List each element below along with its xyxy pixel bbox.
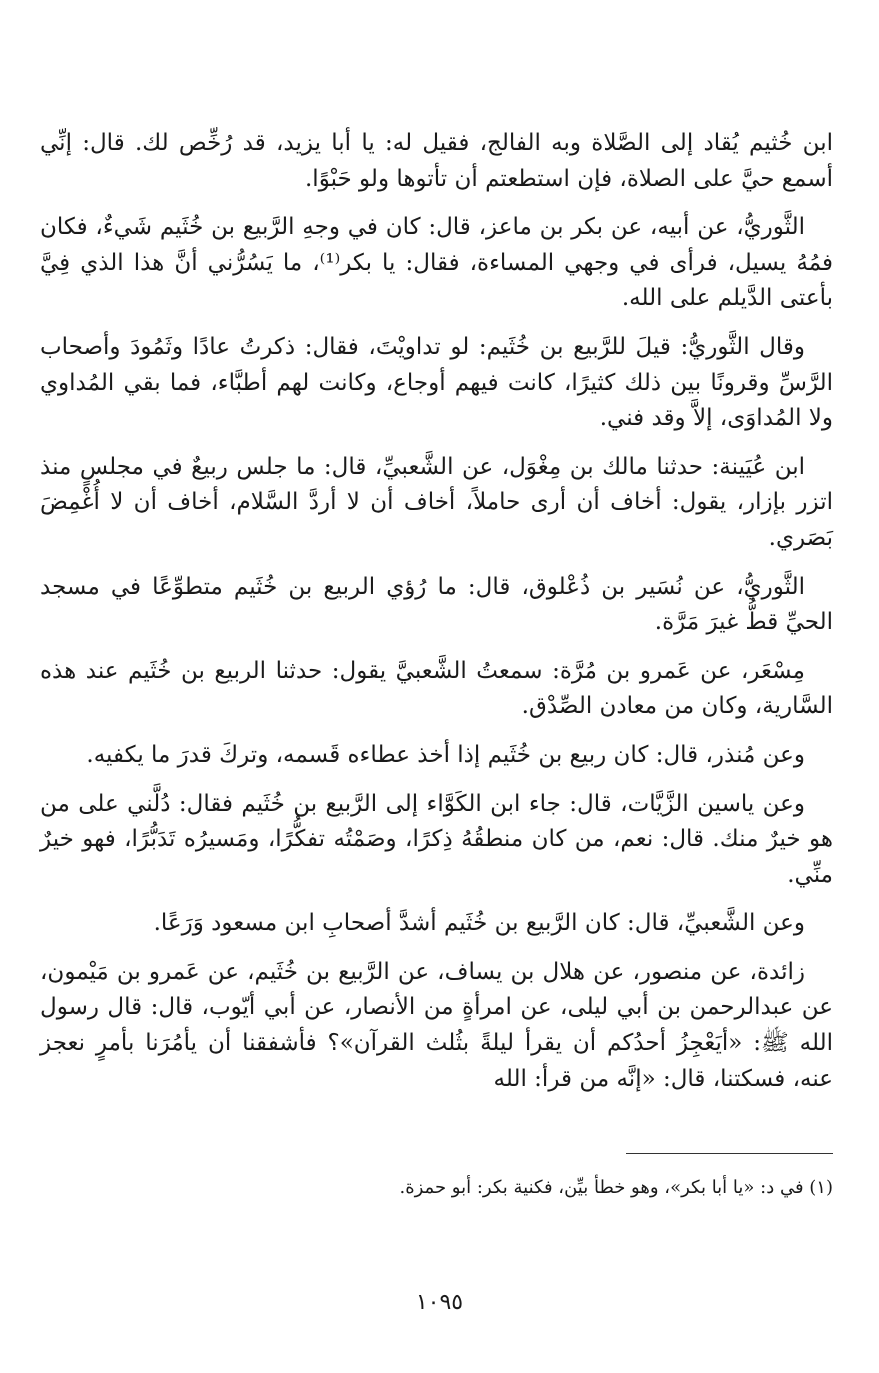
paragraph-3: وقال الثَّوريُّ: قيلَ للرَّبيع بن خُثَيم: لو تداويْتَ، فقال: ذكرتُ عادًا وثَمُودَ وأصحاب الرَّسِّ وقرونًا بين ذلك كثيرًا، كانت فيهم أوجاع، وكانت لهم أطبَّاء، فما بقي المُداوي ولا المُداوَى، إلاَّ وقد فني. — [40, 333, 833, 432]
paragraph-8: وعن ياسين الزَّيَّات، قال: جاء ابن الكَوَّاء إلى الرَّبيع بن خُثَيم فقال: دُلَّني على من هو خيرٌ منك. قال: نعم، من كان منطقُهُ ذِكرًا، وصَمْتُه تفكُّرًا، ومَسيرُه تَدَبُّرًا، فهو خيرٌ منِّي. — [40, 790, 833, 888]
paragraph-9: وعن الشَّعبيِّ، قال: كان الرَّبيع بن خُثَيم أشدَّ أصحابِ ابن مسعود وَرَعًا. — [153, 910, 805, 937]
page-number: ١٠٩٥ — [415, 1290, 464, 1315]
paragraph-7: وعن مُنذر، قال: كان ربيع بن خُثَيم إذا أخذ عطاءه قَسمه، وتركَ قدرَ ما يكفيه. — [86, 741, 805, 768]
paragraph-1: ابن خُثيم يُقاد إلى الصَّلاة وبه الفالج، فقيل له: يا أبا يزيد، قد رُخِّص لك. قال: إنِّي أسمع حيَّ على الصلاة، فإن استطعتم أن تأتوها ولو حَبْوًا. — [40, 130, 833, 192]
paragraph-10: زائدة، عن منصور، عن هلال بن يساف، عن الرَّبيع بن خُثَيم، عن عَمرو بن مَيْمون، عن عبدالرحمن بن أبي ليلى، عن امرأةٍ من الأنصار، عن أبي أيّوب، قال: قال رسول الله ﷺ: «أيَعْجِزُ أحدُكم أن يقرأ ليلةً بثُلث القرآن»؟ فأشفقنا أن يأمُرَنا بأمرٍ نعجز عنه، فسكتنا، قال: «إنَّه من قرأ: الله — [40, 958, 833, 1092]
body-text — [40, 126, 833, 1110]
paragraph-6: مِسْعَر، عن عَمرو بن مُرَّة: سمعتُ الشَّعبيَّ يقول: حدثنا الربيع بن خُثَيم عند هذه السَّارية، وكان من معادن الصِّدْق. — [40, 657, 833, 720]
paragraph-2: الثَّوريُّ، عن أبيه، عن بكر بن ماعز، قال: كان في وجهِ الرَّبيع بن خُثَيم شَيءٌ، فكان فمُهُ يسيل، فرأى في وجهي المساءة، فقال: يا بكر⁽¹⁾، ما يَسُرُّني أنَّ هذا الذي فِيَّ بأعتى الدَّيلم على الله. — [40, 214, 833, 312]
footnote: (١) في د: «يا أبا بكر»، وهو خطأ بيِّن، فكنية بكر: أبو حمزة. — [399, 1177, 833, 1198]
footnote-divider — [626, 1153, 833, 1154]
paragraph-4: ابن عُيَينة: حدثنا مالك بن مِغْوَل، عن الشَّعبيِّ، قال: ما جلس ربيعٌ في مجلسٍ منذ اتزر بإزار، يقول: أخاف أن أرى حاملاً، أخاف أن لا أردَّ السَّلام، أخاف أن لا أُغْمِضَ بَصَري. — [40, 453, 833, 551]
paragraph-5: الثَّوريُّ، عن نُسَير بن ذُعْلوق، قال: ما رُؤي الربيع بن خُثَيم متطوِّعًا في مسجد الحيِّ قطُّ غيرَ مَرَّة. — [40, 573, 833, 636]
